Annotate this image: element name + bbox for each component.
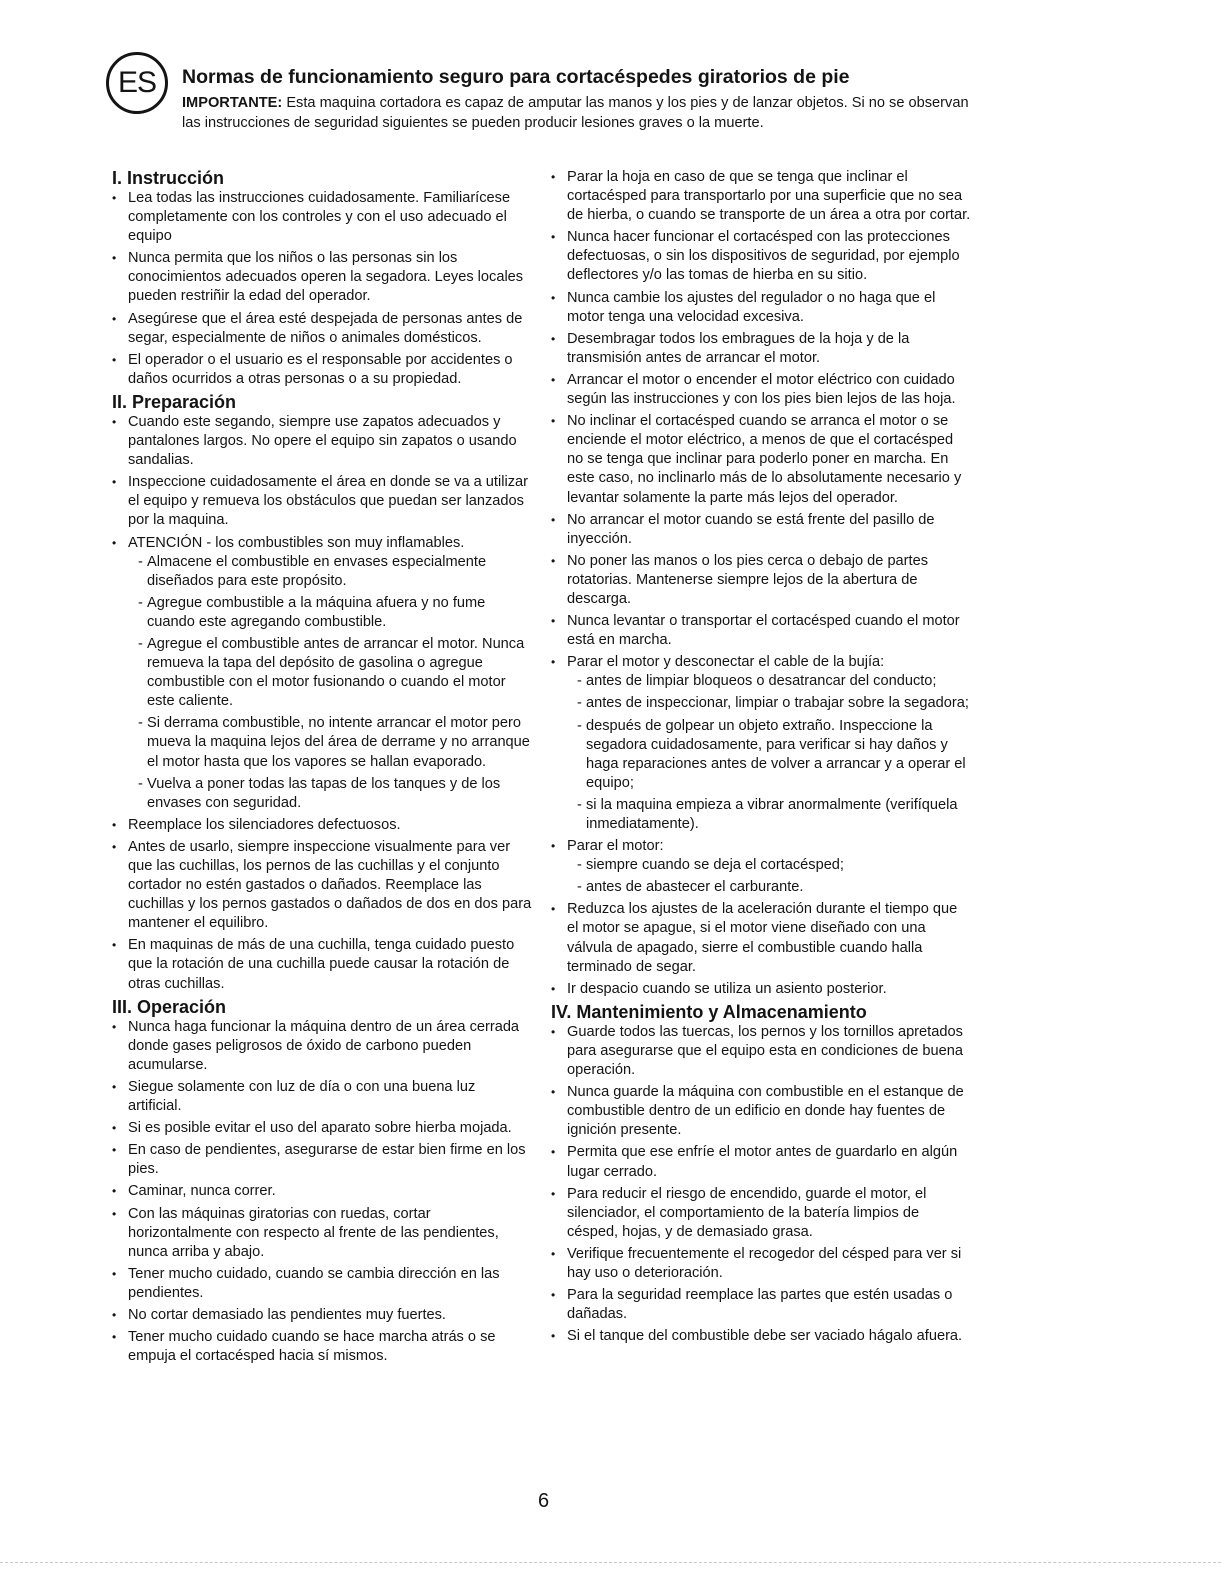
list-item: • Para la seguridad reemplace las partes que estén usadas o dañadas. — [551, 1286, 971, 1324]
sub-item: - si la maquina empieza a vibrar anormalmente (verifíquela inmediatamente). — [577, 796, 971, 834]
list-item: • Guarde todos las tuercas, los pernos y los tornillos apretados para asegurarse que el equipo esta en condiciones de buena operación. — [551, 1023, 971, 1080]
page-number: 6 — [538, 1490, 550, 1512]
list-item: • Desembragar todos los embragues de la hoja y de la transmisión antes de arrancar el motor. — [551, 330, 971, 368]
list-item: • No inclinar el cortacésped cuando se arranca el motor o se enciende el motor eléctrico, a menos de que el cortacésped no se tenga que inclinar para poderlo poner en marcha. En este caso, no inclinarlo más de lo absolutamente necesario y levantar solamente la parte más lejos del operador. — [551, 412, 971, 507]
list-item: • Reemplace los silenciadores defectuosos. — [112, 816, 532, 835]
list-item: • No arrancar el motor cuando se está frente del pasillo de inyección. — [551, 511, 971, 549]
sub-item: - después de golpear un objeto extraño. Inspeccione la segadora cuidadosamente, para verificar si hay daños y haga reparaciones antes de volver a arrancar y a operar el equipo; — [577, 717, 971, 793]
parar-motor-sublist — [567, 856, 971, 897]
list-item: • Arrancar el motor o encender el motor eléctrico con cuidado según las instrucciones y con los pies bien lejos de las hoja. — [551, 371, 971, 409]
important-label: IMPORTANTE: — [182, 95, 283, 111]
list-item: • Si el tanque del combustible debe ser vaciado hágalo afuera. — [551, 1327, 971, 1346]
list-item: • Nunca haga funcionar la máquina dentro de un área cerrada donde gases peligrosos de óxido de carbono pueden acumularse. — [112, 1018, 532, 1075]
list-item: • Para reducir el riesgo de encendido, guarde el motor, el silenciador, el comportamiento de la batería limpios de césped, hojas, y de demasiado grasa. — [551, 1185, 971, 1242]
section-title-instruccion: I. Instrucción — [112, 168, 225, 188]
important-notice — [182, 93, 982, 133]
list-item: • Ir despacio cuando se utiliza un asiento posterior. — [551, 980, 971, 999]
list-item: • No poner las manos o los pies cerca o debajo de partes rotatorias. Mantenerse siempre lejos de la abertura de descarga. — [551, 552, 971, 609]
list-item: • Inspeccione cuidadosamente el área en donde se va a utilizar el equipo y remueva los obstáculos que puedan ser lanzados por la maquina. — [112, 473, 532, 530]
list-item — [551, 837, 971, 897]
list-item: • Nunca permita que los niños o las personas sin los conocimientos adecuados operen la segadora. Leyes locales pueden restriñir la edad del operador. — [112, 249, 532, 306]
instruccion-list — [112, 189, 532, 389]
list-item: • Parar la hoja en caso de que se tenga que inclinar el cortacésped para transportarlo por una superficie que no sea de hierba, o cuando se transporte de un área a otra por cortar. — [551, 168, 971, 225]
page-divider — [0, 1562, 1221, 1563]
important-text: Esta maquina cortadora es capaz de amputar las manos y los pies y de lanzar objetos. Si no se observan las instrucciones de seguridad siguientes se pueden producir lesiones graves o la muerte. — [182, 95, 969, 131]
list-item: • Con las máquinas giratorias con ruedas, cortar horizontalmente con respecto al frente de las pendientes, nunca arriba y abajo. — [112, 1205, 532, 1262]
sub-item: - Agregue el combustible antes de arrancar el motor. Nunca remueva la tapa del depósito de gasolina o agregue combustible con el motor fusionando o cuando el motor este caliente. — [138, 635, 532, 711]
list-item: • Antes de usarlo, siempre inspeccione visualmente para ver que las cuchillas, los pernos de las cuchillas y el conjunto cortador no estén gastados o dañados. Reemplace las cuchillas y los pernos gastados o dañados de dos en dos para mantener el equilibro. — [112, 838, 532, 933]
list-item: • El operador o el usuario es el responsable por accidentes o daños ocurridos a otras personas o a su propiedad. — [112, 351, 532, 389]
list-item: • En maquinas de más de una cuchilla, tenga cuidado puesto que la rotación de una cuchilla puede causar la rotación de otras cuchillas. — [112, 936, 532, 993]
list-item: • Cuando este segando, siempre use zapatos adecuados y pantalones largos. No opere el equipo sin zapatos o usando sandalias. — [112, 413, 532, 470]
list-item: • Si es posible evitar el uso del aparato sobre hierba mojada. — [112, 1119, 532, 1138]
page-header — [182, 66, 982, 133]
list-item: • Reduzca los ajustes de la aceleración durante el tiempo que el motor se apague, si el motor viene diseñado con una válvula de apagado, sierre el combustible cuando halla terminado de segar. — [551, 900, 971, 976]
list-item: • En caso de pendientes, asegurarse de estar bien firme en los pies. — [112, 1141, 532, 1179]
sub-item: - siempre cuando se deja el cortacésped; — [577, 856, 971, 875]
sub-item: - Agregue combustible a la máquina afuera y no fume cuando este agregando combustible. — [138, 594, 532, 632]
sub-item: - antes de limpiar bloqueos o desatrancar del conducto; — [577, 672, 971, 691]
list-item: • Permita que ese enfríe el motor antes de guardarlo en algún lugar cerrado. — [551, 1143, 971, 1181]
parar-motor-text: Parar el motor: — [567, 838, 664, 855]
atencion-sublist — [128, 553, 532, 813]
operacion-list — [112, 1018, 532, 1367]
section-title-preparacion: II. Preparación — [112, 391, 237, 412]
list-item: • Nunca levantar o transportar el cortacésped cuando el motor está en marcha. — [551, 612, 971, 650]
sub-item: - antes de abastecer el carburante. — [577, 878, 971, 897]
bujia-text: Parar el motor y desconectar el cable de la bujía: — [567, 654, 885, 671]
sub-item: - Si derrama combustible, no intente arrancar el motor pero mueva la maquina lejos del área de derrame y no arranque el motor hasta que los vapores se hallan evaporado. — [138, 714, 532, 771]
list-item: • Asegúrese que el área esté despejada de personas antes de segar, especialmente de niños o animales domésticos. — [112, 310, 532, 348]
preparacion-list — [112, 413, 532, 994]
section-title-mantenimiento: IV. Mantenimiento y Almacenamiento — [551, 1001, 867, 1022]
list-item: • Nunca guarde la máquina con combustible en el estanque de combustible dentro de un edificio en donde hay fuentes de ignición presente. — [551, 1083, 971, 1140]
sub-item: - antes de inspeccionar, limpiar o trabajar sobre la segadora; — [577, 694, 971, 713]
list-item — [112, 534, 532, 813]
sub-item: - Almacene el combustible en envases especialmente diseñados para este propósito. — [138, 553, 532, 591]
list-item — [551, 653, 971, 834]
mantenimiento-list — [551, 1023, 971, 1347]
list-item: • Tener mucho cuidado cuando se hace marcha atrás o se empuja el cortacésped hacia sí mismos. — [112, 1328, 532, 1366]
list-item: • Nunca cambie los ajustes del regulador o no haga que el motor tenga una velocidad excesiva. — [551, 289, 971, 327]
list-item: • Caminar, nunca correr. — [112, 1182, 532, 1201]
atencion-text: ATENCIÓN - los combustibles son muy inflamables. — [128, 534, 465, 551]
list-item: • Verifique frecuentemente el recogedor del césped para ver si hay uso o deterioración. — [551, 1245, 971, 1283]
sub-item: - Vuelva a poner todas las tapas de los tanques y de los envases con seguridad. — [138, 775, 532, 813]
list-item: • Nunca hacer funcionar el cortacésped con las protecciones defectuosas, o sin los dispositivos de seguridad, por ejemplo deflectores y/o las tomas de hierba en su sitio. — [551, 228, 971, 285]
operacion-continued-list — [551, 168, 971, 999]
bujia-sublist — [567, 672, 971, 834]
list-item: • No cortar demasiado las pendientes muy fuertes. — [112, 1306, 532, 1325]
list-item: • Lea todas las instrucciones cuidadosamente. Familiarícese completamente con los controles y con el uso adecuado el equipo — [112, 189, 532, 246]
right-column — [551, 168, 971, 1349]
left-column — [112, 168, 532, 1369]
section-title-operacion: III. Operación — [112, 996, 227, 1017]
page-title: Normas de funcionamiento seguro para cortacéspedes giratorios de pie — [182, 66, 850, 88]
list-item: • Siegue solamente con luz de día o con una buena luz artificial. — [112, 1078, 532, 1116]
list-item: • Tener mucho cuidado, cuando se cambia dirección en las pendientes. — [112, 1265, 532, 1303]
language-badge: ES — [106, 52, 168, 114]
